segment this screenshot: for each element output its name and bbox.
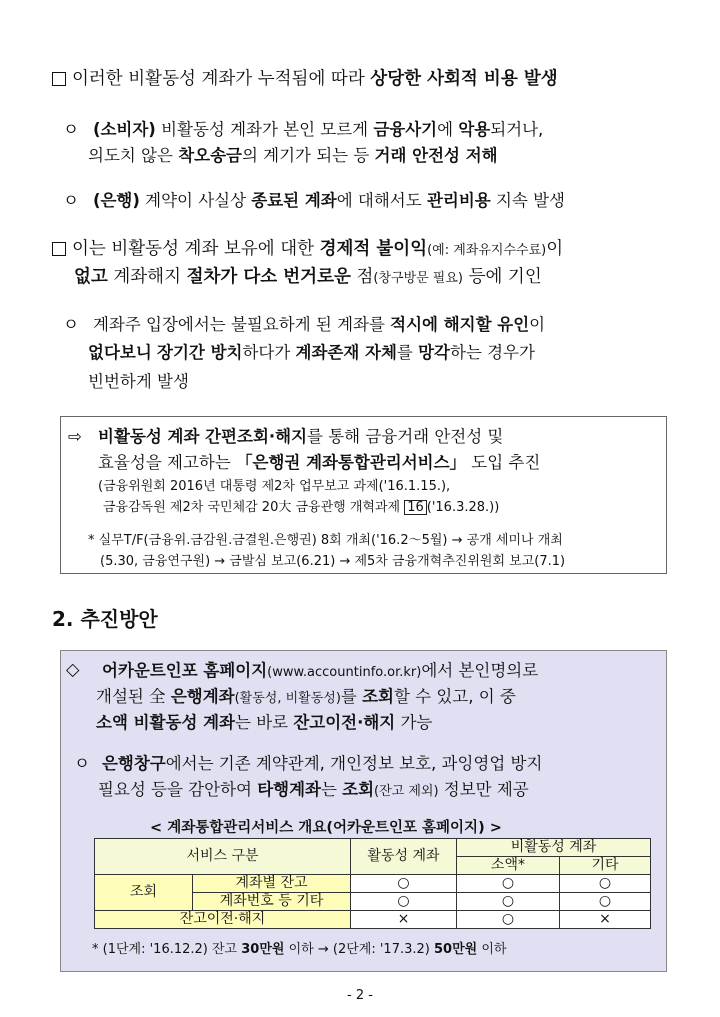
text: 에서 본인명의로	[421, 661, 539, 680]
text-bold: 은행창구	[101, 754, 166, 773]
text: 에	[437, 120, 459, 139]
box1-line2	[98, 452, 540, 474]
s2-c1-line3: 빈번하게 발생	[88, 372, 189, 391]
text-bold: 비활동성 계좌 간편조회·해지	[98, 427, 308, 446]
text-bold: 어카운트인포 홈페이지	[102, 661, 268, 680]
text-bold: 적시에 해지할 유인	[390, 315, 530, 334]
cell: ×	[351, 911, 457, 929]
text-bold: 절차가 다소 번거로운	[186, 267, 351, 287]
text: 에서는 기존 계약관계, 개인정보 보호, 과잉영업 방지	[165, 754, 543, 773]
text-bold: 장기간 방치	[157, 343, 243, 362]
circle-bullet-icon: ㅇ	[63, 120, 79, 139]
text-bold: (은행)	[92, 191, 140, 210]
text: 필요성 등을 감안하여	[98, 780, 258, 799]
text-small: (활동성, 비활동성)	[234, 691, 341, 706]
text-small: * (1단계: '16.12.2) 잔고	[92, 942, 242, 957]
s2-c1-line1	[63, 314, 545, 336]
header-service: 서비스 구분	[95, 839, 351, 875]
cell: ○	[457, 893, 560, 911]
cell: ○	[560, 893, 651, 911]
s1-c1-line2	[88, 145, 498, 167]
circle-bullet-icon: ㅇ	[63, 191, 79, 210]
s1-c2-line	[63, 190, 565, 212]
text: 하다가	[242, 343, 296, 362]
header-other: 기타	[560, 857, 651, 875]
square-bullet-icon	[52, 242, 66, 256]
text: 점	[350, 267, 374, 287]
text: 의 계기가 되는 등	[241, 146, 375, 165]
boxed-number: 16	[404, 500, 427, 515]
text: 도입 추진	[466, 453, 541, 472]
box1-note1: * 실무T/F(금융위.금감원.금결원.은행권) 8회 개최('16.2～5월) → 공개 세미나 개최	[88, 533, 563, 548]
text-small: ('16.3.28.))	[426, 500, 500, 515]
text: 이	[529, 315, 546, 334]
box2-c1-line2	[98, 779, 529, 803]
text-bold: 상당한 사회적 비용 발생	[370, 69, 558, 89]
text: 지속 발생	[490, 191, 565, 210]
text: 계좌해지	[107, 267, 187, 287]
text-bold: 거래 안전성 저해	[374, 146, 498, 165]
text-bold: 망각	[418, 343, 450, 362]
text: 를	[396, 343, 419, 362]
text-bold: (소비자)	[92, 120, 156, 139]
text: 할 수 있고, 이 중	[393, 687, 516, 706]
diamond-bullet-icon: ◇	[66, 660, 80, 680]
text-bold: 은행계좌	[170, 687, 235, 706]
row-label: 계좌별 잔고	[193, 875, 351, 893]
text-small: 금융감독원 제2차 국민체감 20大 금융관행 개혁과제	[103, 500, 405, 515]
text-bold: 계좌존재 자체	[295, 343, 397, 362]
header-small: 소액*	[457, 857, 560, 875]
cell: ○	[457, 875, 560, 893]
text: 효율성을 제고하는	[98, 453, 237, 472]
header-active: 활동성 계좌	[351, 839, 457, 875]
cell: ○	[351, 875, 457, 893]
group-query: 조회	[95, 875, 193, 911]
box2-c1-line1	[74, 753, 542, 775]
text-bold: 경제적 불이익	[319, 239, 428, 259]
text: 개설된 全	[96, 687, 171, 706]
text-bold: 조회	[362, 687, 394, 706]
s2-c1-line2	[88, 342, 535, 364]
s1-c1-line1	[63, 119, 543, 141]
service-overview-table	[94, 838, 651, 929]
cell: ×	[560, 911, 651, 929]
section-heading: 2. 추진방안	[52, 607, 158, 631]
text-bold: 50만원	[433, 942, 478, 957]
text: 에 대해서도	[336, 191, 427, 210]
text-bold: 조회	[342, 780, 375, 799]
text-small: 이하 → (2단계: '17.3.2)	[284, 942, 434, 957]
text-small: (잔고 제외)	[374, 784, 439, 799]
text: 등에 기인	[463, 267, 542, 287]
circle-bullet-icon: ㅇ	[74, 754, 90, 773]
text-small: (창구방문 필요)	[373, 271, 463, 286]
text: 는	[320, 780, 343, 799]
page-number: - 2 -	[347, 988, 373, 1003]
table-note	[92, 939, 506, 961]
arrow-icon: ⇨	[68, 427, 82, 446]
text: 비활동성 계좌가 본인 모르게	[155, 120, 374, 139]
row-label: 계좌번호 등 기타	[193, 893, 351, 911]
cell: ○	[560, 875, 651, 893]
box1-line3: (금융위원회 2016년 대통령 제2차 업무보고 과제('16.1.15.),	[98, 479, 451, 494]
text-small: (예: 계좌유지수수료)	[427, 243, 547, 258]
cell: ○	[457, 911, 560, 929]
text: 이	[546, 239, 564, 259]
s2-line2	[74, 266, 542, 290]
text-bold: 잔고이전·해지	[293, 713, 396, 732]
text: 계약이 사실상	[139, 191, 252, 210]
square-bullet-icon	[52, 72, 66, 86]
text: 정보만 제공	[438, 780, 529, 799]
text-bold: 악용	[458, 120, 491, 139]
table-caption: < 계좌통합관리서비스 개요(어카운트인포 홈페이지) >	[150, 820, 502, 836]
text-bold: 관리비용	[426, 191, 491, 210]
text: 하는 경우가	[450, 343, 535, 362]
text-small: 이하	[477, 942, 507, 957]
text: 는 바로	[235, 713, 294, 732]
box1-line1	[98, 426, 503, 448]
text-bold: 타행계좌	[257, 780, 321, 799]
text-bold: 종료된 계좌	[251, 191, 337, 210]
box2-line1	[102, 660, 538, 684]
text-bold: 없고	[74, 267, 108, 287]
circle-bullet-icon: ㅇ	[63, 315, 79, 334]
text-bold: 금융사기	[373, 120, 438, 139]
text-bold: 소액 비활동성 계좌	[96, 713, 236, 732]
text: 의도치 않은	[88, 146, 179, 165]
text: 이러한 비활동성 계좌가 누적됨에 따라	[72, 69, 371, 89]
text-bold: 30만원	[241, 942, 285, 957]
text-bold: 착오송금	[178, 146, 242, 165]
header-inactive: 비활동성 계좌	[457, 839, 651, 857]
text: 이는 비활동성 계좌 보유에 대한	[72, 239, 320, 259]
box2-line3	[96, 712, 432, 734]
box1-line4	[103, 497, 499, 519]
text-bold: 없다보니	[88, 343, 152, 362]
text: 계좌주 입장에서는 불필요하게 된 계좌를	[92, 315, 391, 334]
text: 되거나,	[490, 120, 544, 139]
text-small: (www.accountinfo.or.kr)	[267, 665, 422, 680]
text: 를 통해 금융거래 안전성 및	[307, 427, 504, 446]
s2-line1	[52, 238, 563, 262]
s1-line	[52, 68, 558, 90]
text: 를	[340, 687, 363, 706]
cell: ○	[351, 893, 457, 911]
text-bold: 「은행권 계좌통합관리서비스」	[236, 453, 467, 472]
box2-line2	[96, 686, 516, 710]
row-label: 잔고이전·해지	[95, 911, 351, 929]
text: 가능	[395, 713, 433, 732]
box1-note2: (5.30, 금융연구원) → 금발심 보고(6.21) → 제5차 금융개혁추진위원회 보고(7.1)	[100, 554, 566, 569]
